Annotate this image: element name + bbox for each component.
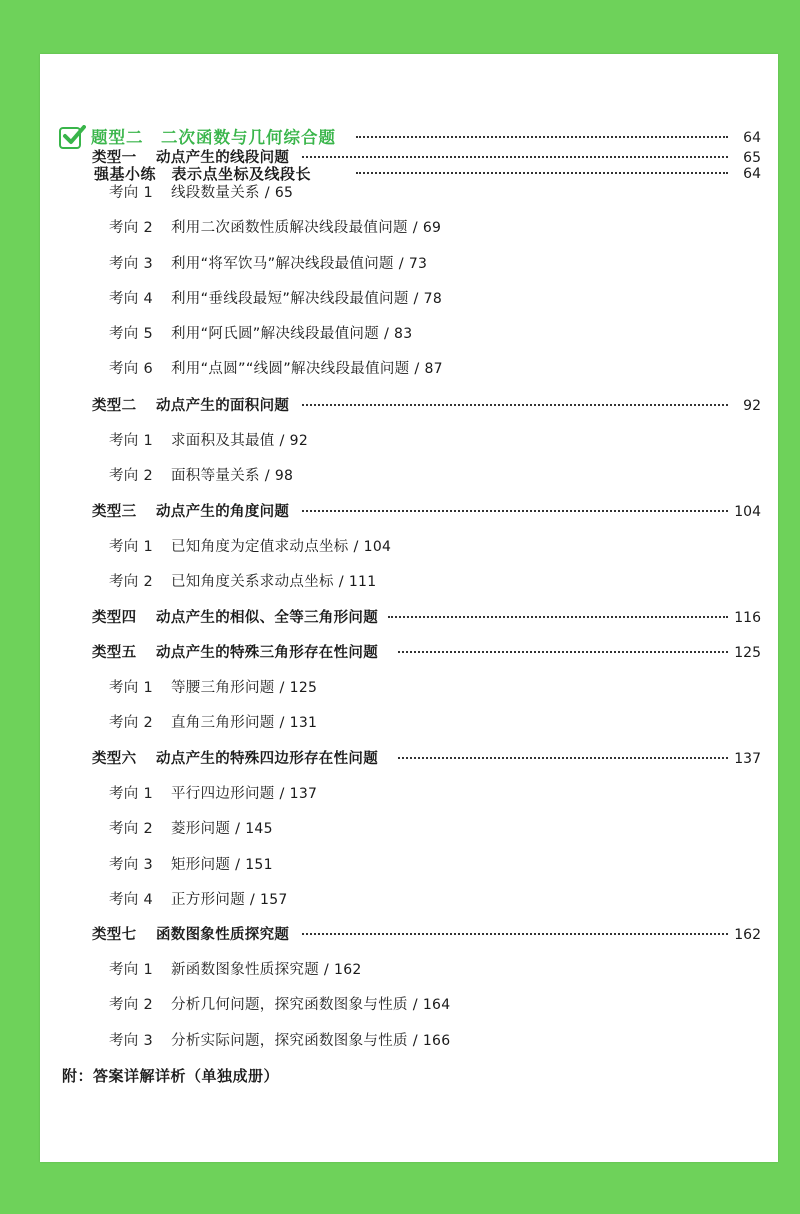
- type-page: 116: [734, 610, 761, 626]
- sub-page: 69: [422, 220, 442, 237]
- sub-title: 利用“阿氏圆”解决线段最值问题: [171, 326, 380, 342]
- sub-key: 考向 2: [109, 468, 154, 485]
- sub-page: 164: [422, 997, 451, 1014]
- sub-separator: /: [259, 185, 275, 202]
- type-page: 137: [734, 751, 761, 767]
- leader-dots: [302, 933, 728, 935]
- sub-title: 菱形问题: [171, 821, 231, 838]
- sub-page: 151: [245, 856, 273, 873]
- sub-page: 78: [423, 290, 443, 307]
- leader-dots: [398, 651, 728, 653]
- sub-entry: [109, 888, 288, 912]
- practice-label: 强基小练 表示点坐标及线段长: [94, 165, 312, 183]
- sub-key: 考向 1: [109, 539, 154, 556]
- sub-key: 考向 1: [109, 962, 154, 979]
- sub-entry: [109, 1029, 450, 1053]
- sub-page: 137: [289, 786, 318, 803]
- sub-page: 145: [245, 821, 273, 838]
- type-heading: [92, 500, 289, 524]
- sub-key: 考向 6: [109, 361, 154, 378]
- sub-entry: [109, 711, 317, 735]
- type-heading: [92, 923, 289, 947]
- sub-title: 直角三角形问题: [171, 715, 275, 732]
- sub-entry: [109, 464, 293, 488]
- sub-title: 线段数量关系: [171, 185, 260, 202]
- sub-entry: [109, 357, 443, 381]
- sub-title: 新函数图象性质探究题: [171, 962, 319, 979]
- sub-key: 考向 5: [109, 326, 154, 342]
- leader-dots: [302, 156, 728, 158]
- sub-title: 已知角度关系求动点坐标: [171, 574, 334, 591]
- sub-separator: /: [407, 220, 423, 237]
- sub-row[interactable]: [40, 357, 778, 381]
- sub-entry: [109, 817, 273, 841]
- leader-dots: [356, 172, 728, 174]
- type-page: 104: [734, 504, 761, 520]
- type-key: 类型一: [92, 150, 137, 166]
- type-row[interactable]: [40, 394, 778, 418]
- sub-title: 分析实际问题，探究函数图象与性质: [171, 1032, 408, 1049]
- sub-row[interactable]: [40, 216, 778, 240]
- type-page: 92: [743, 398, 761, 414]
- sub-separator: /: [230, 856, 246, 873]
- sub-row[interactable]: [40, 322, 778, 346]
- sub-key: 考向 1: [109, 680, 154, 697]
- type-page: 125: [734, 645, 761, 661]
- practice-page: 64: [743, 166, 761, 182]
- sub-row[interactable]: [40, 287, 778, 311]
- sub-key: 考向 2: [109, 220, 154, 237]
- sub-row[interactable]: [40, 464, 778, 488]
- sub-separator: /: [348, 539, 364, 556]
- type-heading: [92, 394, 289, 418]
- sub-row[interactable]: [40, 570, 778, 594]
- sub-row[interactable]: [40, 181, 778, 205]
- sub-key: 考向 1: [109, 433, 154, 450]
- appendix-note: 附：答案详解详析（单独成册）: [62, 1067, 280, 1085]
- sub-entry: [109, 958, 362, 982]
- type-page: 162: [734, 927, 761, 943]
- sub-separator: /: [407, 1032, 423, 1049]
- sub-entry: [109, 853, 273, 877]
- type-row[interactable]: [40, 606, 778, 630]
- sub-title: 利用“将军饮马”解决线段最值问题: [171, 255, 394, 272]
- sub-key: 考向 2: [109, 997, 154, 1014]
- type-heading: [92, 146, 289, 170]
- type-key: 类型六: [92, 751, 137, 767]
- type-row[interactable]: [40, 747, 778, 771]
- sub-page: 162: [334, 962, 362, 979]
- type-key: 类型四: [92, 610, 137, 626]
- type-key: 类型七: [92, 927, 137, 943]
- sub-entry: [109, 993, 450, 1017]
- sub-key: 考向 1: [109, 786, 154, 803]
- appendix-row: [40, 1064, 778, 1088]
- sub-page: 104: [363, 539, 392, 556]
- sub-page: 166: [422, 1032, 451, 1049]
- type-row[interactable]: [40, 641, 778, 665]
- type-page: 65: [743, 150, 761, 166]
- sub-key: 考向 4: [109, 290, 154, 307]
- sub-page: 92: [289, 433, 309, 450]
- sub-title: 利用“垂线段最短”解决线段最值问题: [171, 290, 409, 307]
- sub-separator: /: [230, 821, 246, 838]
- sub-title: 矩形问题: [171, 856, 231, 873]
- sub-title: 求面积及其最值: [171, 433, 275, 450]
- sub-row[interactable]: [40, 1029, 778, 1053]
- sub-page: 125: [289, 680, 318, 697]
- sub-separator: /: [245, 891, 261, 908]
- sub-page: 111: [348, 574, 377, 591]
- sub-key: 考向 1: [109, 185, 154, 202]
- sub-separator: /: [274, 715, 290, 732]
- sub-separator: /: [409, 361, 425, 378]
- sub-entry: [109, 570, 376, 594]
- type-key: 类型三: [92, 504, 137, 520]
- type-heading: [92, 606, 378, 630]
- type-key: 类型五: [92, 645, 137, 661]
- sub-page: 131: [289, 715, 318, 732]
- sub-key: 考向 2: [109, 821, 154, 838]
- sub-entry: [109, 252, 427, 276]
- sub-row[interactable]: [40, 429, 778, 453]
- sub-entry: [109, 676, 317, 700]
- leader-dots: [398, 757, 728, 759]
- sub-page: 65: [274, 185, 294, 202]
- sub-separator: /: [274, 786, 290, 803]
- sub-title: 分析几何问题，探究函数图象与性质: [171, 997, 408, 1014]
- sub-separator: /: [319, 962, 335, 979]
- type-heading: [92, 747, 378, 771]
- sub-title: 平行四边形问题: [171, 786, 275, 803]
- type-title: 动点产生的线段问题: [156, 150, 290, 166]
- section-page: 64: [743, 130, 761, 146]
- type-title: 动点产生的相似、全等三角形问题: [156, 610, 378, 626]
- type-row[interactable]: [40, 923, 778, 947]
- sub-entry: [109, 322, 412, 346]
- sub-page: 87: [424, 361, 443, 378]
- sub-row[interactable]: [40, 958, 778, 982]
- sub-page: 98: [274, 468, 294, 485]
- sub-separator: /: [379, 326, 395, 342]
- leader-dots: [302, 404, 728, 406]
- sub-row[interactable]: [40, 711, 778, 735]
- sub-title: 面积等量关系: [171, 468, 260, 485]
- sub-page: 73: [408, 255, 428, 272]
- sub-entry: [109, 429, 308, 453]
- sub-separator: /: [259, 468, 275, 485]
- sub-key: 考向 4: [109, 891, 154, 908]
- type-title: 动点产生的特殊三角形存在性问题: [156, 645, 378, 661]
- sub-title: 正方形问题: [171, 891, 245, 908]
- sub-entry: [109, 287, 442, 311]
- sub-page: 83: [394, 326, 413, 342]
- type-row[interactable]: [40, 146, 778, 170]
- type-heading: [92, 641, 378, 665]
- sub-row[interactable]: [40, 853, 778, 877]
- sub-row[interactable]: [40, 993, 778, 1017]
- sub-entry: [109, 535, 391, 559]
- sub-row[interactable]: [40, 888, 778, 912]
- sub-separator: /: [274, 680, 290, 697]
- type-row[interactable]: [40, 500, 778, 524]
- sub-row[interactable]: [40, 676, 778, 700]
- sub-separator: /: [274, 433, 290, 450]
- type-title: 动点产生的角度问题: [156, 504, 290, 520]
- sub-row[interactable]: [40, 535, 778, 559]
- sub-row[interactable]: [40, 782, 778, 806]
- toc-page: [40, 54, 778, 1162]
- sub-separator: /: [407, 997, 423, 1014]
- sub-key: 考向 3: [109, 856, 154, 873]
- sub-key: 考向 2: [109, 715, 154, 732]
- sub-title: 利用“点圆”“线圆”解决线段最值问题: [171, 361, 410, 378]
- sub-key: 考向 3: [109, 1032, 154, 1049]
- sub-entry: [109, 782, 317, 806]
- sub-entry: [109, 216, 441, 240]
- sub-page: 157: [260, 891, 288, 908]
- sub-key: 考向 2: [109, 574, 154, 591]
- type-key: 类型二: [92, 398, 137, 414]
- leader-dots: [388, 616, 728, 618]
- type-title: 函数图象性质探究题: [156, 927, 290, 943]
- sub-row[interactable]: [40, 817, 778, 841]
- sub-separator: /: [393, 255, 409, 272]
- sub-title: 等腰三角形问题: [171, 680, 275, 697]
- sub-key: 考向 3: [109, 255, 154, 272]
- section-title: 题型二 二次函数与几何综合题: [91, 128, 336, 147]
- type-title: 动点产生的面积问题: [156, 398, 290, 414]
- sub-title: 已知角度为定值求动点坐标: [171, 539, 349, 556]
- sub-row[interactable]: [40, 252, 778, 276]
- leader-dots: [356, 136, 728, 138]
- sub-title: 利用二次函数性质解决线段最值问题: [171, 220, 408, 237]
- leader-dots: [302, 510, 728, 512]
- sub-separator: /: [333, 574, 349, 591]
- type-title: 动点产生的特殊四边形存在性问题: [156, 751, 378, 767]
- sub-entry: [109, 181, 293, 205]
- sub-separator: /: [408, 290, 424, 307]
